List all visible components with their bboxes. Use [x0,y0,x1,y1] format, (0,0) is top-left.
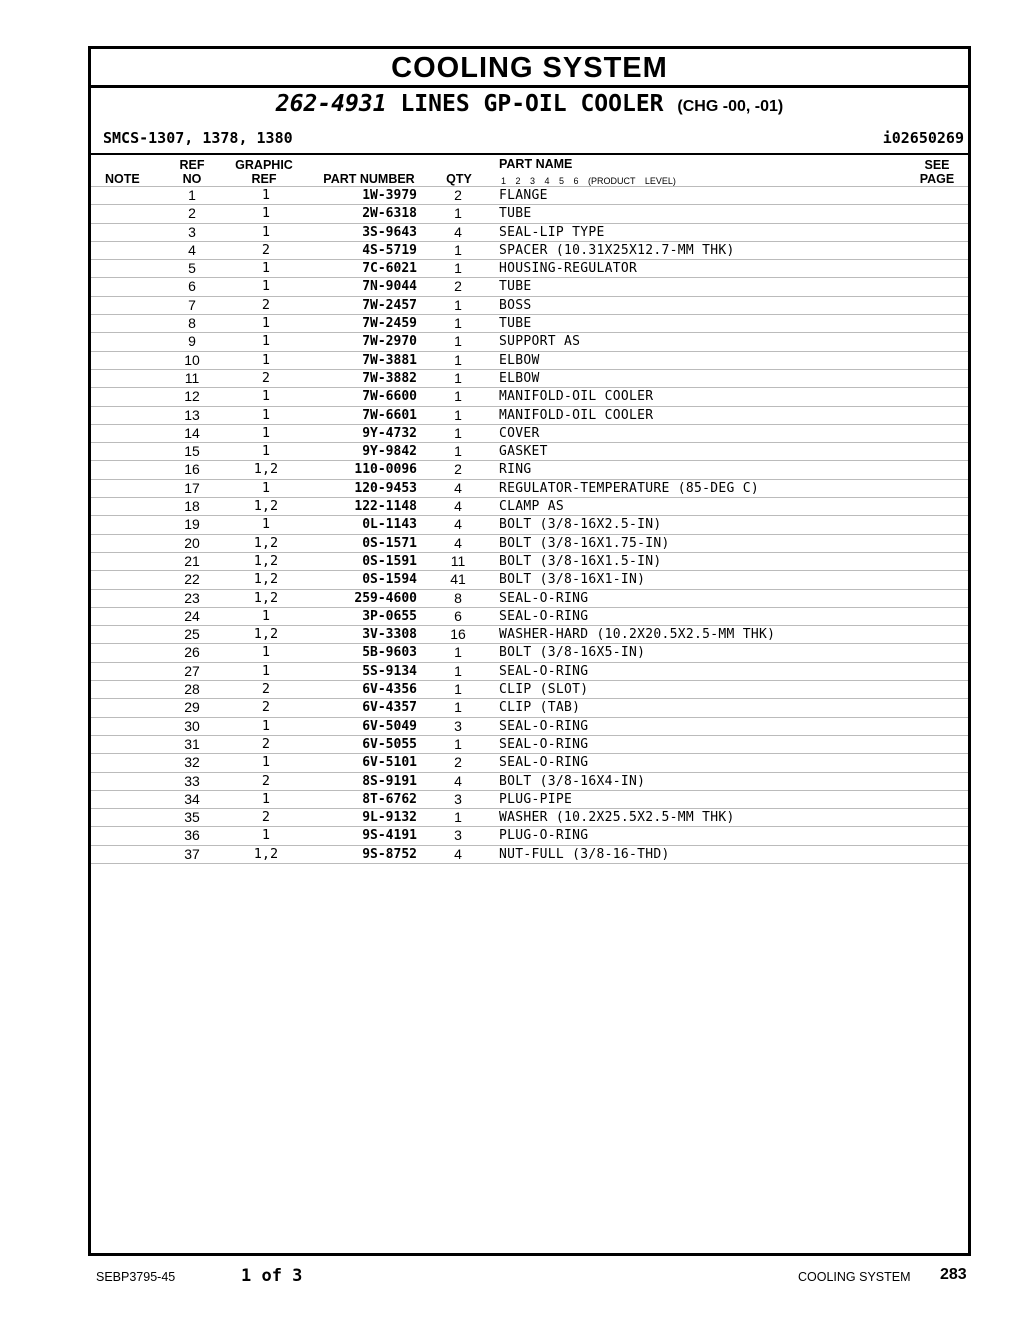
graphic-ref: 1,2 [253,626,279,643]
quantity: 4 [454,479,462,496]
table-row [91,442,968,460]
ref-no: 23 [184,589,200,606]
graphic-ref: 1 [261,223,271,240]
section-title: COOLING SYSTEM [91,49,968,88]
ref-no: 16 [184,461,200,478]
part-name: GASKET [499,444,548,460]
table-row [91,717,968,735]
ref-no: 1 [188,187,196,203]
parts-list-frame [88,46,971,1256]
graphic-ref: 1 [261,479,271,496]
col-qty: QTY [446,172,472,186]
footer-page-of: 1 of 3 [241,1266,303,1286]
ref-no: 5 [188,260,196,277]
part-name: MANIFOLD-OIL COOLER [499,407,654,423]
ref-no: 21 [184,552,200,569]
table-row [91,772,968,790]
part-number: 7W-2970 [362,334,417,350]
table-row [91,277,968,295]
quantity: 2 [454,187,462,203]
table-row [91,698,968,716]
parts-table [91,186,968,864]
part-name: SUPPORT AS [499,334,581,350]
ref-no: 22 [184,571,200,588]
quantity: 8 [454,589,462,606]
table-row [91,314,968,332]
graphic-ref: 2 [261,809,271,826]
ref-no: 8 [188,315,196,332]
quantity: 1 [454,735,462,752]
part-number: 7N-9044 [362,279,417,295]
part-name: SEAL-O-RING [499,608,589,624]
ref-no: 11 [184,369,200,386]
part-name: FLANGE [499,188,548,203]
part-number: 6V-4357 [362,700,417,716]
quantity: 1 [454,388,462,405]
part-name: ELBOW [499,352,540,368]
table-row [91,625,968,643]
ref-no: 7 [188,296,196,313]
change-level: (CHG -00, -01) [677,98,784,115]
quantity: 3 [454,827,462,844]
table-row [91,735,968,753]
graphic-ref: 1,2 [253,534,279,551]
ref-no: 37 [184,845,200,862]
part-name: BOSS [499,297,532,313]
graphic-ref: 1 [261,278,271,295]
graphic-ref: 1 [261,205,271,222]
part-number: 3P-0655 [362,608,417,624]
ref-no: 26 [184,644,200,661]
part-number: 0S-1591 [362,553,417,569]
col-note: NOTE [105,172,140,186]
part-number: 7W-2459 [362,316,417,332]
graphic-ref: 1 [261,443,271,460]
quantity: 2 [454,754,462,771]
part-name: WASHER (10.2X25.5X2.5-MM THK) [499,810,735,826]
part-name: PLUG-PIPE [499,791,573,807]
ref-no: 30 [184,717,200,734]
ref-no: 33 [184,772,200,789]
part-name: TUBE [499,316,532,332]
part-name: SEAL-LIP TYPE [499,224,605,240]
part-number: 259-4600 [354,590,417,606]
ref-no: 14 [184,424,200,441]
graphic-ref: 1 [261,333,271,350]
table-row [91,534,968,552]
part-number: 3S-9643 [362,224,417,240]
quantity: 1 [454,443,462,460]
part-number: 110-0096 [354,462,417,478]
quantity: 4 [454,498,462,515]
quantity: 6 [454,607,462,624]
part-number: 6V-4356 [362,682,417,698]
part-name: BOLT (3/8-16X2.5-IN) [499,517,662,533]
part-name: REGULATOR-TEMPERATURE (85-DEG C) [499,480,760,496]
quantity: 1 [454,809,462,826]
table-row [91,662,968,680]
part-number: 7W-3881 [362,352,417,368]
ref-no: 9 [188,333,196,350]
footer-doc-number: SEBP3795-45 [96,1270,176,1284]
table-row [91,186,968,204]
quantity: 4 [454,516,462,533]
table-row [91,589,968,607]
col-part-name: PART NAME [499,157,573,171]
table-row [91,369,968,387]
quantity: 1 [454,681,462,698]
quantity: 1 [454,369,462,386]
graphic-ref: 2 [261,681,271,698]
quantity: 1 [454,424,462,441]
part-name: SPACER (10.31X25X12.7-MM THK) [499,242,735,258]
part-number: 8T-6762 [362,791,417,807]
part-name: TUBE [499,279,532,295]
graphic-ref: 2 [261,699,271,716]
graphic-ref: 1 [261,187,271,203]
part-number: 120-9453 [354,480,417,496]
footer-section: COOLING SYSTEM [798,1270,911,1284]
table-row [91,826,968,844]
col-product-level: 1 2 3 4 5 6 (PRODUCT LEVEL) [501,176,676,186]
ref-no: 36 [184,827,200,844]
ref-no: 29 [184,699,200,716]
graphic-ref: 2 [261,735,271,752]
ref-no: 32 [184,754,200,771]
part-name: BOLT (3/8-16X1.75-IN) [499,535,670,551]
quantity: 1 [454,205,462,222]
graphic-ref: 1,2 [253,571,279,588]
table-row [91,552,968,570]
group-number: 262-4931 [275,91,387,117]
graphic-ref: 2 [261,772,271,789]
graphic-ref: 1 [261,351,271,368]
part-number: 6V-5049 [362,718,417,734]
quantity: 11 [450,552,466,569]
part-number: 2W-6318 [362,206,417,222]
part-name: WASHER-HARD (10.2X20.5X2.5-MM THK) [499,627,776,643]
quantity: 16 [450,626,466,643]
quantity: 1 [454,699,462,716]
part-name: BOLT (3/8-16X1.5-IN) [499,553,662,569]
ref-no: 10 [184,351,200,368]
graphic-ref: 1 [261,260,271,277]
graphic-ref: 1,2 [253,461,279,478]
part-name: COVER [499,425,540,441]
ref-no: 13 [184,406,200,423]
part-name: TUBE [499,206,532,222]
part-name: SEAL-O-RING [499,718,589,734]
part-name: ELBOW [499,370,540,386]
table-row [91,424,968,442]
part-number: 0L-1143 [362,517,417,533]
part-number: 9L-9132 [362,810,417,826]
table-row [91,241,968,259]
graphic-ref: 1,2 [253,552,279,569]
table-row [91,808,968,826]
quantity: 1 [454,241,462,258]
part-number: 1W-3979 [362,188,417,203]
graphic-ref: 1 [261,717,271,734]
table-row [91,607,968,625]
part-number: 8S-9191 [362,773,417,789]
quantity: 1 [454,351,462,368]
part-name: SEAL-O-RING [499,663,589,679]
quantity: 1 [454,333,462,350]
part-number: 6V-5055 [362,736,417,752]
part-name: BOLT (3/8-16X5-IN) [499,645,646,661]
quantity: 1 [454,644,462,661]
part-number: 4S-5719 [362,242,417,258]
ref-no: 6 [188,278,196,295]
part-number: 7W-6600 [362,389,417,405]
quantity: 1 [454,260,462,277]
part-name: RING [499,462,532,478]
table-row [91,790,968,808]
ref-no: 15 [184,443,200,460]
group-name: LINES GP-OIL COOLER [400,91,664,117]
ref-no: 34 [184,790,200,807]
graphic-ref: 1 [261,662,271,679]
table-row [91,643,968,661]
graphic-ref: 1 [261,754,271,771]
part-number: 5S-9134 [362,663,417,679]
ref-no: 18 [184,498,200,515]
table-row [91,332,968,350]
table-row [91,204,968,222]
part-number: 7C-6021 [362,261,417,277]
col-graphic-bottom: REF [251,172,277,186]
quantity: 41 [450,571,466,588]
part-name: CLAMP AS [499,499,565,515]
smcs-codes: SMCS-1307, 1378, 1380 [103,129,293,147]
table-row [91,845,968,864]
graphic-ref: 1,2 [253,589,279,606]
graphic-ref: 1 [261,516,271,533]
col-see-bottom: PAGE [919,172,955,186]
quantity: 4 [454,772,462,789]
graphic-ref: 2 [261,241,271,258]
ref-no: 27 [184,662,200,679]
col-part-number: PART NUMBER [323,172,415,186]
col-see-top: SEE [924,158,950,172]
graphic-ref: 1 [261,315,271,332]
part-number: 9S-4191 [362,828,417,844]
part-name: HOUSING-REGULATOR [499,261,638,277]
ref-no: 25 [184,626,200,643]
ref-no: 2 [188,205,196,222]
part-number: 0S-1571 [362,535,417,551]
quantity: 4 [454,534,462,551]
part-name: SEAL-O-RING [499,590,589,606]
graphic-ref: 1 [261,827,271,844]
table-row [91,406,968,424]
col-ref-bottom: NO [182,172,202,186]
part-number: 7W-3882 [362,370,417,386]
footer-page-number: 283 [940,1266,967,1283]
quantity: 2 [454,278,462,295]
part-name: BOLT (3/8-16X1-IN) [499,572,646,588]
part-name: MANIFOLD-OIL COOLER [499,389,654,405]
part-name: SEAL-O-RING [499,755,589,771]
table-row [91,570,968,588]
part-name: SEAL-O-RING [499,736,589,752]
col-graphic-top: GRAPHIC [235,158,293,172]
part-number: 9S-8752 [362,846,417,862]
column-header [91,153,968,187]
part-name: NUT-FULL (3/8-16-THD) [499,846,670,862]
part-number: 7W-2457 [362,297,417,313]
table-row [91,223,968,241]
ref-no: 35 [184,809,200,826]
quantity: 4 [454,223,462,240]
table-row [91,680,968,698]
part-number: 5B-9603 [362,645,417,661]
graphic-ref: 1 [261,388,271,405]
table-row [91,479,968,497]
part-name: CLIP (SLOT) [499,682,589,698]
quantity: 1 [454,296,462,313]
graphic-ref: 2 [261,369,271,386]
part-number: 6V-5101 [362,755,417,771]
ref-no: 31 [184,735,200,752]
graphic-ref: 1 [261,644,271,661]
ref-no: 24 [184,607,200,624]
ref-no: 19 [184,516,200,533]
quantity: 4 [454,845,462,862]
table-row [91,296,968,314]
part-number: 7W-6601 [362,407,417,423]
quantity: 2 [454,461,462,478]
graphic-ref: 1 [261,406,271,423]
table-row [91,351,968,369]
part-number: 122-1148 [354,499,417,515]
ref-no: 28 [184,681,200,698]
table-row [91,497,968,515]
ref-no: 3 [188,223,196,240]
table-row [91,515,968,533]
quantity: 3 [454,717,462,734]
graphic-ref: 1,2 [253,498,279,515]
table-row [91,753,968,771]
graphic-ref: 1 [261,607,271,624]
table-row [91,259,968,277]
quantity: 1 [454,406,462,423]
part-number: 9Y-4732 [362,425,417,441]
part-number: 0S-1594 [362,572,417,588]
quantity: 3 [454,790,462,807]
graphic-ref: 1 [261,424,271,441]
col-ref-top: REF [179,158,205,172]
ref-no: 20 [184,534,200,551]
ref-no: 4 [188,241,196,258]
graphic-ref: 1 [261,790,271,807]
ref-no: 12 [184,388,200,405]
ref-no: 17 [184,479,200,496]
table-row [91,460,968,478]
part-name: PLUG-O-RING [499,828,589,844]
part-name: BOLT (3/8-16X4-IN) [499,773,646,789]
illustration-id: i02650269 [882,129,964,147]
quantity: 1 [454,315,462,332]
graphic-ref: 1,2 [253,845,279,862]
part-number: 3V-3308 [362,627,417,643]
part-name: CLIP (TAB) [499,700,581,716]
part-number: 9Y-9842 [362,444,417,460]
quantity: 1 [454,662,462,679]
table-row [91,387,968,405]
graphic-ref: 2 [261,296,271,313]
group-heading [91,91,968,117]
